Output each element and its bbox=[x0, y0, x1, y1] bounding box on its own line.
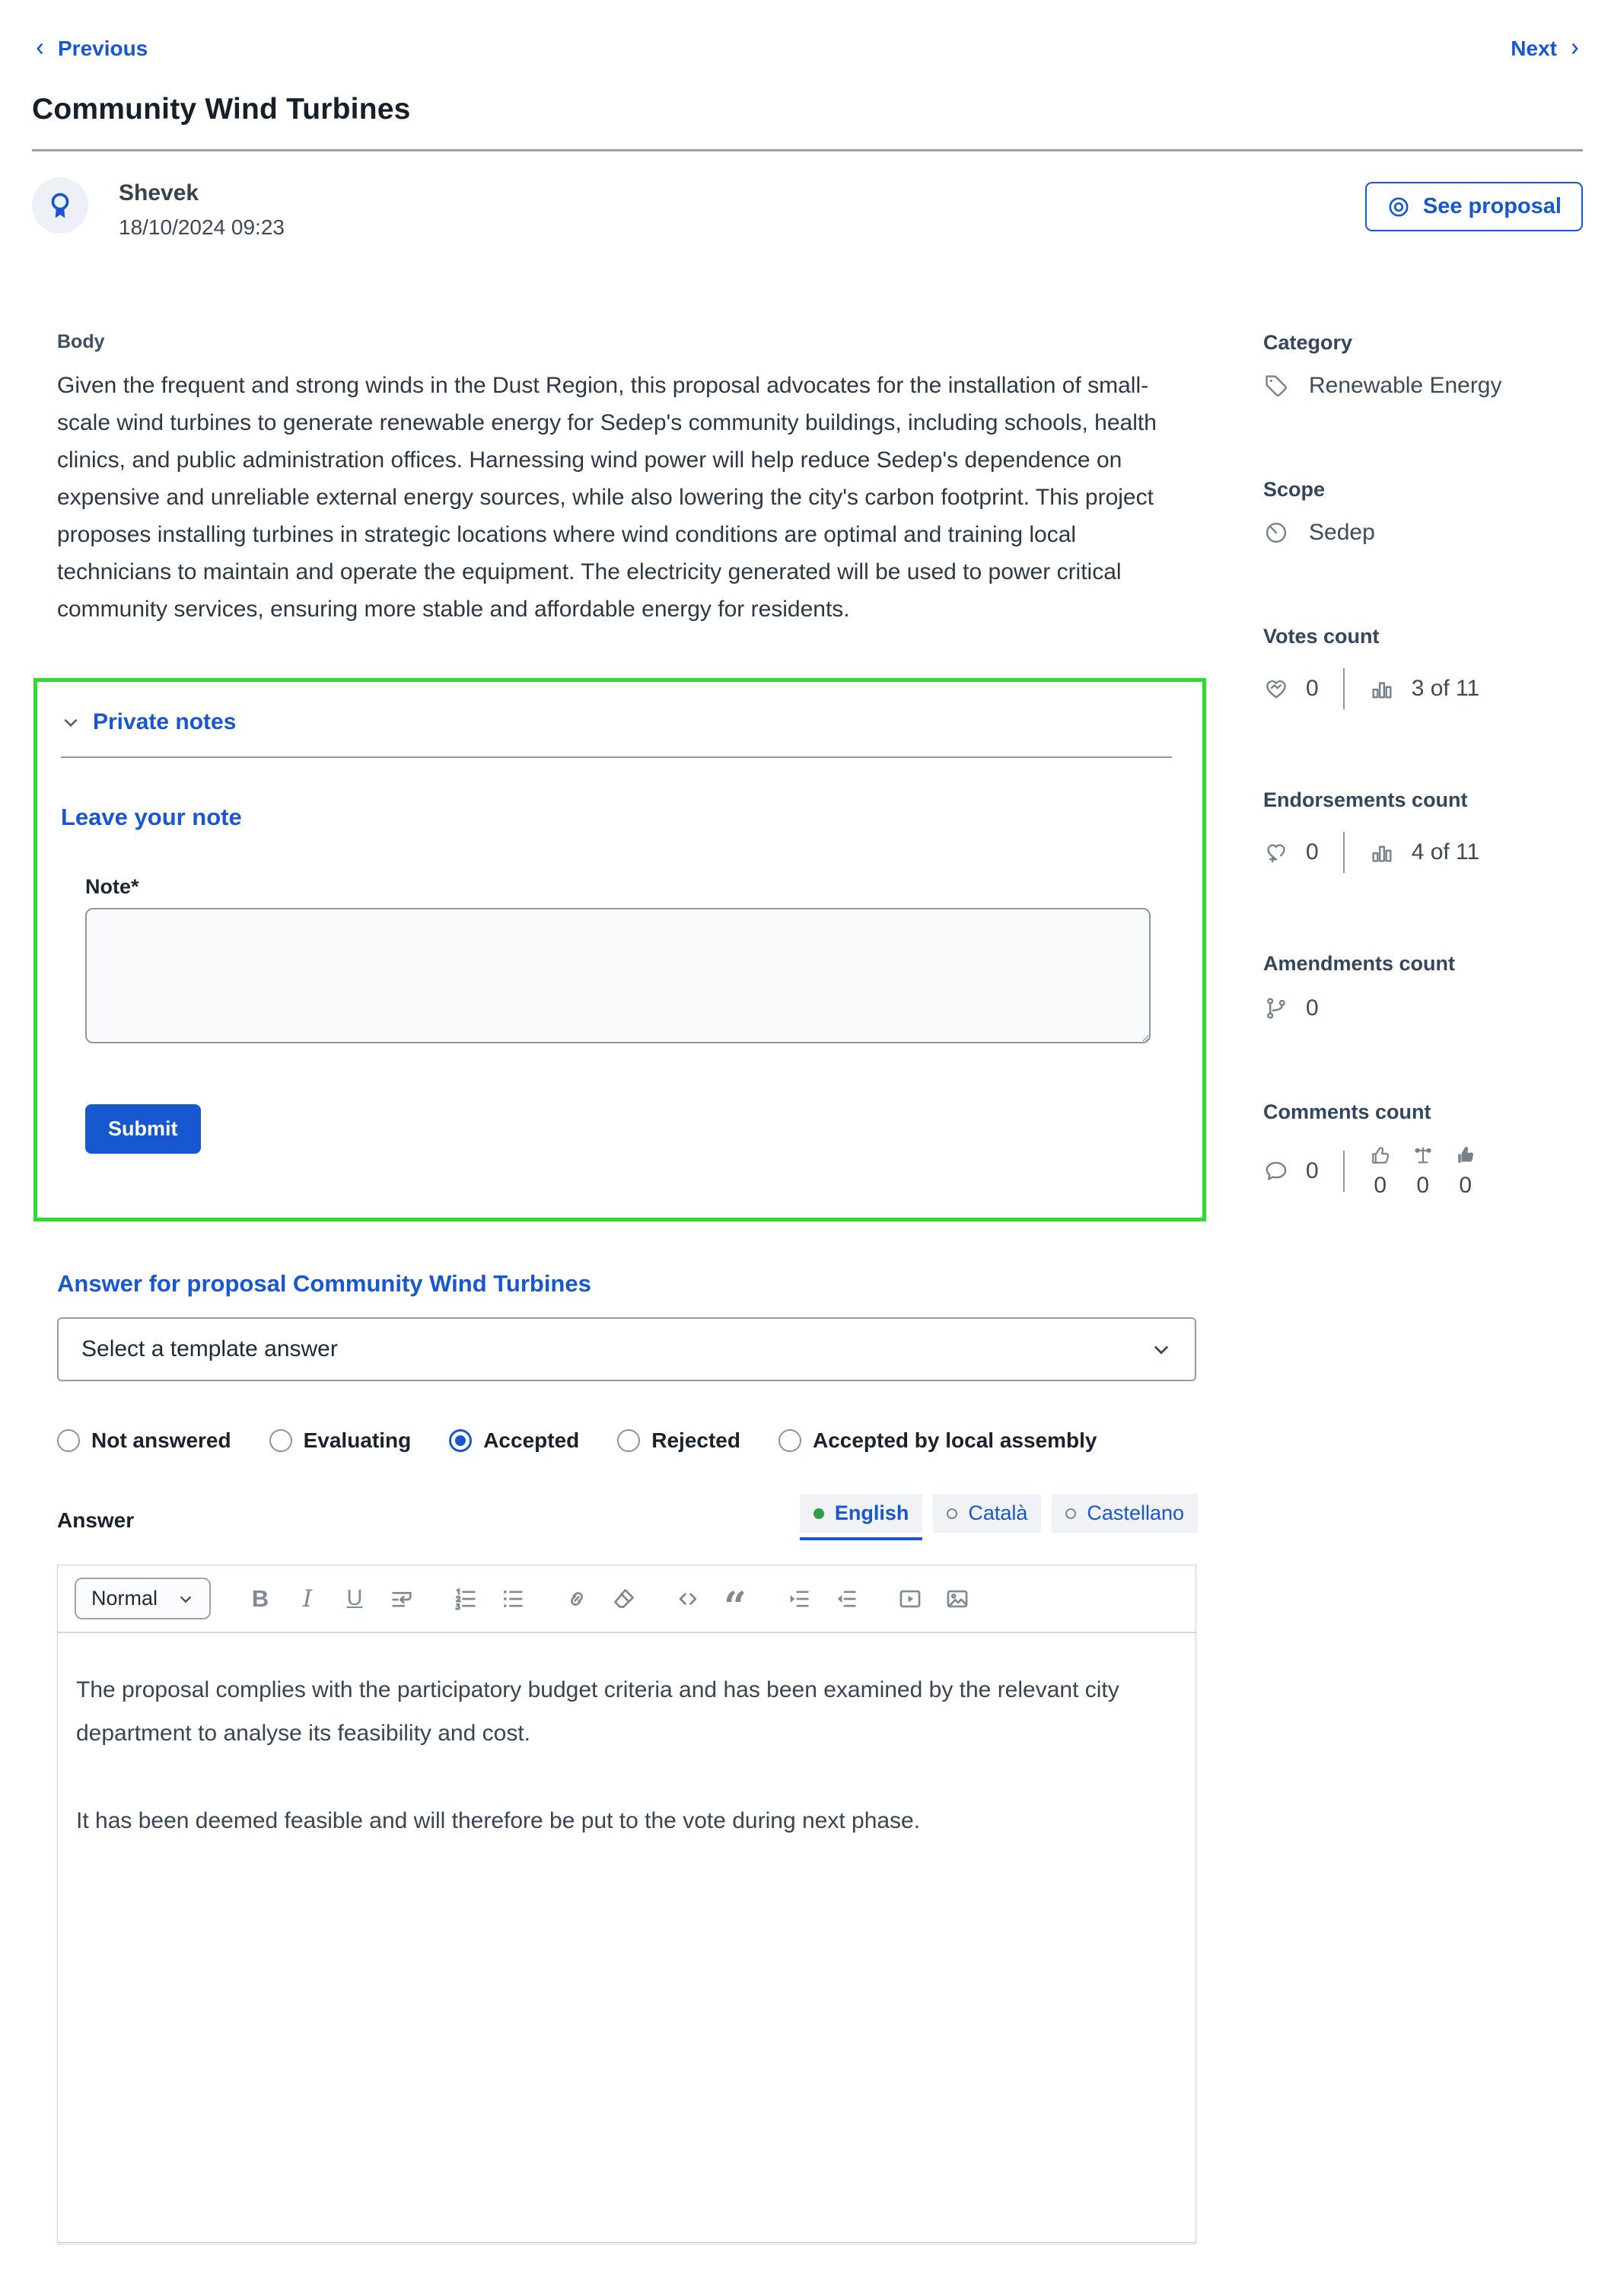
bullet-list-button[interactable] bbox=[492, 1581, 533, 1617]
quote-button[interactable] bbox=[715, 1581, 756, 1630]
bullet-list-icon bbox=[500, 1586, 526, 1612]
chevron-down-icon bbox=[1151, 1339, 1172, 1360]
indent-increase-icon bbox=[786, 1586, 812, 1612]
sidebar bbox=[1263, 331, 1583, 1278]
bold-button[interactable] bbox=[240, 1581, 281, 1617]
body-label: Body bbox=[57, 331, 105, 352]
scope-icon bbox=[1263, 520, 1289, 546]
bold-icon: B bbox=[251, 1584, 269, 1612]
next-label: Next bbox=[1511, 37, 1557, 60]
amendments-count-value: 0 bbox=[1306, 995, 1319, 1021]
thumb-up-filled-icon bbox=[1454, 1144, 1477, 1167]
avatar bbox=[32, 177, 88, 234]
private-notes-title: Private notes bbox=[93, 709, 237, 734]
thumb-up-icon bbox=[1369, 1144, 1392, 1167]
eye-icon bbox=[1387, 195, 1411, 219]
comments-count-label: Comments count bbox=[1263, 1100, 1431, 1123]
comments-negative bbox=[1454, 1144, 1477, 1199]
author-timestamp: 18/10/2024 09:23 bbox=[119, 215, 285, 239]
text-wrap-icon bbox=[389, 1586, 415, 1612]
votes-count-label: Votes count bbox=[1263, 625, 1380, 648]
endorsements-count-row bbox=[1263, 832, 1583, 873]
language-dot-icon bbox=[813, 1508, 824, 1519]
radio-circle bbox=[269, 1429, 292, 1452]
comment-votes bbox=[1369, 1144, 1477, 1199]
scale-icon bbox=[1412, 1144, 1434, 1167]
scope-block bbox=[1263, 478, 1583, 546]
votes-count-row bbox=[1263, 668, 1583, 709]
video-icon bbox=[897, 1586, 923, 1612]
category-label: Category bbox=[1263, 331, 1353, 354]
format-select[interactable] bbox=[75, 1578, 211, 1619]
quote-icon: “ bbox=[724, 1583, 747, 1630]
body-text: Given the frequent and strong winds in the Dust Region, this proposal advocates for the installation of small-scale wind turbines to generate renewable energy for Sedep's community buildings, including schools, health clinics, and public administration offices. Harnessing wind power will help reduce Sedep's dependence on expensive and unreliable external energy sources, while also lowering the city's carbon footprint. This project proposes installing turbines in strategic locations where wind conditions are optimal and training local technicians to maintain and operate the equipment. The electricity generated will be used to power critical community services, ensuring more stable and affordable energy for residents. bbox=[57, 373, 1157, 622]
tab-castellano[interactable] bbox=[1052, 1494, 1198, 1533]
private-notes-toggle[interactable] bbox=[61, 709, 1172, 735]
radio-circle bbox=[778, 1429, 801, 1452]
comments-positive-value: 0 bbox=[1374, 1173, 1387, 1198]
previous-link[interactable] bbox=[32, 37, 148, 61]
answer-section bbox=[57, 1270, 1198, 2243]
private-notes-divider bbox=[61, 756, 1172, 758]
link-button[interactable] bbox=[556, 1581, 597, 1617]
radio-label: Evaluating bbox=[303, 1428, 412, 1452]
amendments-count-row bbox=[1263, 995, 1583, 1021]
radio-circle bbox=[617, 1429, 640, 1452]
comments-positive bbox=[1369, 1144, 1392, 1199]
language-label: Castellano bbox=[1087, 1501, 1184, 1524]
indent-decrease-button[interactable] bbox=[826, 1581, 867, 1617]
tag-icon bbox=[1263, 373, 1289, 399]
text-wrap-button[interactable] bbox=[381, 1581, 422, 1617]
chevron-left-icon bbox=[32, 40, 49, 57]
comments-count-row bbox=[1263, 1144, 1583, 1199]
comments-neutral bbox=[1412, 1144, 1434, 1199]
answer-heading: Answer for proposal Community Wind Turbines bbox=[57, 1270, 591, 1297]
next-link[interactable] bbox=[1511, 37, 1583, 61]
italic-button[interactable] bbox=[287, 1581, 328, 1617]
divider bbox=[1343, 1151, 1345, 1192]
endorsements-progress-value: 4 of 11 bbox=[1411, 839, 1480, 865]
previous-label: Previous bbox=[58, 37, 148, 60]
radio-label: Rejected bbox=[651, 1428, 740, 1452]
author-card bbox=[32, 177, 1583, 240]
indent-decrease-icon bbox=[833, 1586, 859, 1612]
radio-not-answered[interactable] bbox=[57, 1428, 231, 1453]
radio-circle bbox=[57, 1429, 80, 1452]
git-branch-icon bbox=[1263, 995, 1289, 1021]
radio-rejected[interactable] bbox=[617, 1428, 740, 1453]
template-answer-select[interactable] bbox=[57, 1317, 1196, 1381]
author-name: Shevek bbox=[119, 180, 199, 205]
tab-english[interactable] bbox=[800, 1494, 923, 1533]
category-value: Renewable Energy bbox=[1309, 373, 1502, 398]
language-label: Català bbox=[968, 1501, 1028, 1524]
radio-circle bbox=[449, 1429, 472, 1452]
comments-negative-value: 0 bbox=[1459, 1173, 1473, 1198]
comment-icon bbox=[1263, 1158, 1289, 1184]
private-notes-panel bbox=[33, 678, 1206, 1221]
amendments-count-block bbox=[1263, 952, 1583, 1021]
link-icon bbox=[564, 1586, 590, 1612]
divider bbox=[1343, 832, 1345, 873]
editor-content[interactable] bbox=[58, 1633, 1196, 2242]
video-button[interactable] bbox=[890, 1581, 931, 1617]
amendments-count-label: Amendments count bbox=[1263, 952, 1456, 975]
radio-label: Accepted by local assembly bbox=[812, 1428, 1097, 1452]
votes-progress-value: 3 of 11 bbox=[1411, 676, 1480, 701]
scope-value: Sedep bbox=[1309, 520, 1375, 545]
language-dot-icon bbox=[1065, 1508, 1076, 1519]
comments-count-block bbox=[1263, 1100, 1583, 1199]
comments-count-value: 0 bbox=[1306, 1158, 1319, 1183]
chevron-down-icon bbox=[177, 1591, 194, 1607]
award-icon bbox=[43, 189, 77, 222]
radio-label: Accepted bbox=[483, 1428, 580, 1452]
votes-count-block bbox=[1263, 625, 1583, 709]
radio-accepted[interactable] bbox=[449, 1428, 579, 1453]
format-clear-icon bbox=[611, 1586, 637, 1612]
code-button[interactable] bbox=[667, 1581, 708, 1617]
bar-chart-icon bbox=[1369, 676, 1395, 702]
language-tabs bbox=[800, 1494, 1198, 1533]
see-proposal-button[interactable] bbox=[1365, 182, 1583, 231]
radio-label: Not answered bbox=[91, 1428, 231, 1452]
chevron-right-icon bbox=[1566, 40, 1583, 57]
language-label: English bbox=[834, 1501, 909, 1524]
comments-neutral-value: 0 bbox=[1416, 1173, 1430, 1198]
template-answer-placeholder: Select a template answer bbox=[81, 1336, 338, 1361]
leave-note-heading: Leave your note bbox=[61, 804, 242, 830]
rich-text-editor bbox=[57, 1565, 1196, 2243]
format-value: Normal bbox=[91, 1587, 158, 1610]
code-icon bbox=[675, 1586, 701, 1612]
heart-add-icon bbox=[1263, 839, 1289, 865]
note-textarea[interactable] bbox=[85, 908, 1151, 1043]
chevron-down-icon bbox=[61, 712, 81, 732]
format-clear-button[interactable] bbox=[603, 1581, 645, 1617]
category-value-row bbox=[1263, 373, 1583, 399]
top-navigation bbox=[32, 37, 1583, 61]
image-button[interactable] bbox=[937, 1581, 978, 1617]
ordered-list-button[interactable] bbox=[445, 1581, 486, 1617]
title-divider bbox=[32, 149, 1583, 151]
answer-label-row bbox=[57, 1494, 1198, 1533]
author-meta bbox=[119, 177, 285, 240]
radio-accepted-local-assembly[interactable] bbox=[778, 1428, 1097, 1453]
underline-button[interactable] bbox=[334, 1581, 375, 1617]
see-proposal-label: See proposal bbox=[1422, 194, 1562, 218]
editor-paragraph: It has been deemed feasible and will therefore be put to the vote during next phase. bbox=[76, 1808, 921, 1833]
radio-evaluating[interactable] bbox=[269, 1428, 412, 1453]
category-block bbox=[1263, 331, 1583, 399]
indent-increase-button[interactable] bbox=[778, 1581, 820, 1617]
language-dot-icon bbox=[947, 1508, 957, 1519]
status-radio-group bbox=[57, 1428, 1198, 1453]
tab-catala[interactable] bbox=[933, 1494, 1041, 1533]
endorsements-count-value: 0 bbox=[1306, 839, 1319, 865]
scope-value-row bbox=[1263, 520, 1583, 546]
body-section bbox=[57, 331, 1198, 628]
divider bbox=[1343, 668, 1345, 709]
endorsements-count-label: Endorsements count bbox=[1263, 788, 1468, 811]
bar-chart-icon bbox=[1369, 839, 1395, 865]
answer-label: Answer bbox=[57, 1508, 135, 1532]
editor-toolbar bbox=[58, 1565, 1196, 1633]
main-column bbox=[32, 331, 1198, 2243]
endorsements-count-block bbox=[1263, 788, 1583, 873]
italic-icon: I bbox=[302, 1584, 313, 1613]
editor-paragraph: The proposal complies with the participatory budget criteria and has been examined by the relevant city department to analyse its feasibility and cost. bbox=[76, 1677, 1119, 1746]
page-title: Community Wind Turbines bbox=[32, 93, 411, 126]
underline-icon: U bbox=[346, 1586, 363, 1610]
submit-button[interactable]: Submit bbox=[85, 1104, 201, 1154]
votes-count-value: 0 bbox=[1306, 676, 1319, 701]
ordered-list-icon bbox=[453, 1586, 479, 1612]
note-form bbox=[85, 875, 1172, 1154]
hand-heart-icon bbox=[1263, 676, 1289, 702]
scope-label: Scope bbox=[1263, 478, 1326, 501]
image-icon bbox=[944, 1586, 970, 1612]
note-label: Note* bbox=[85, 875, 139, 898]
content-grid bbox=[32, 331, 1583, 2243]
